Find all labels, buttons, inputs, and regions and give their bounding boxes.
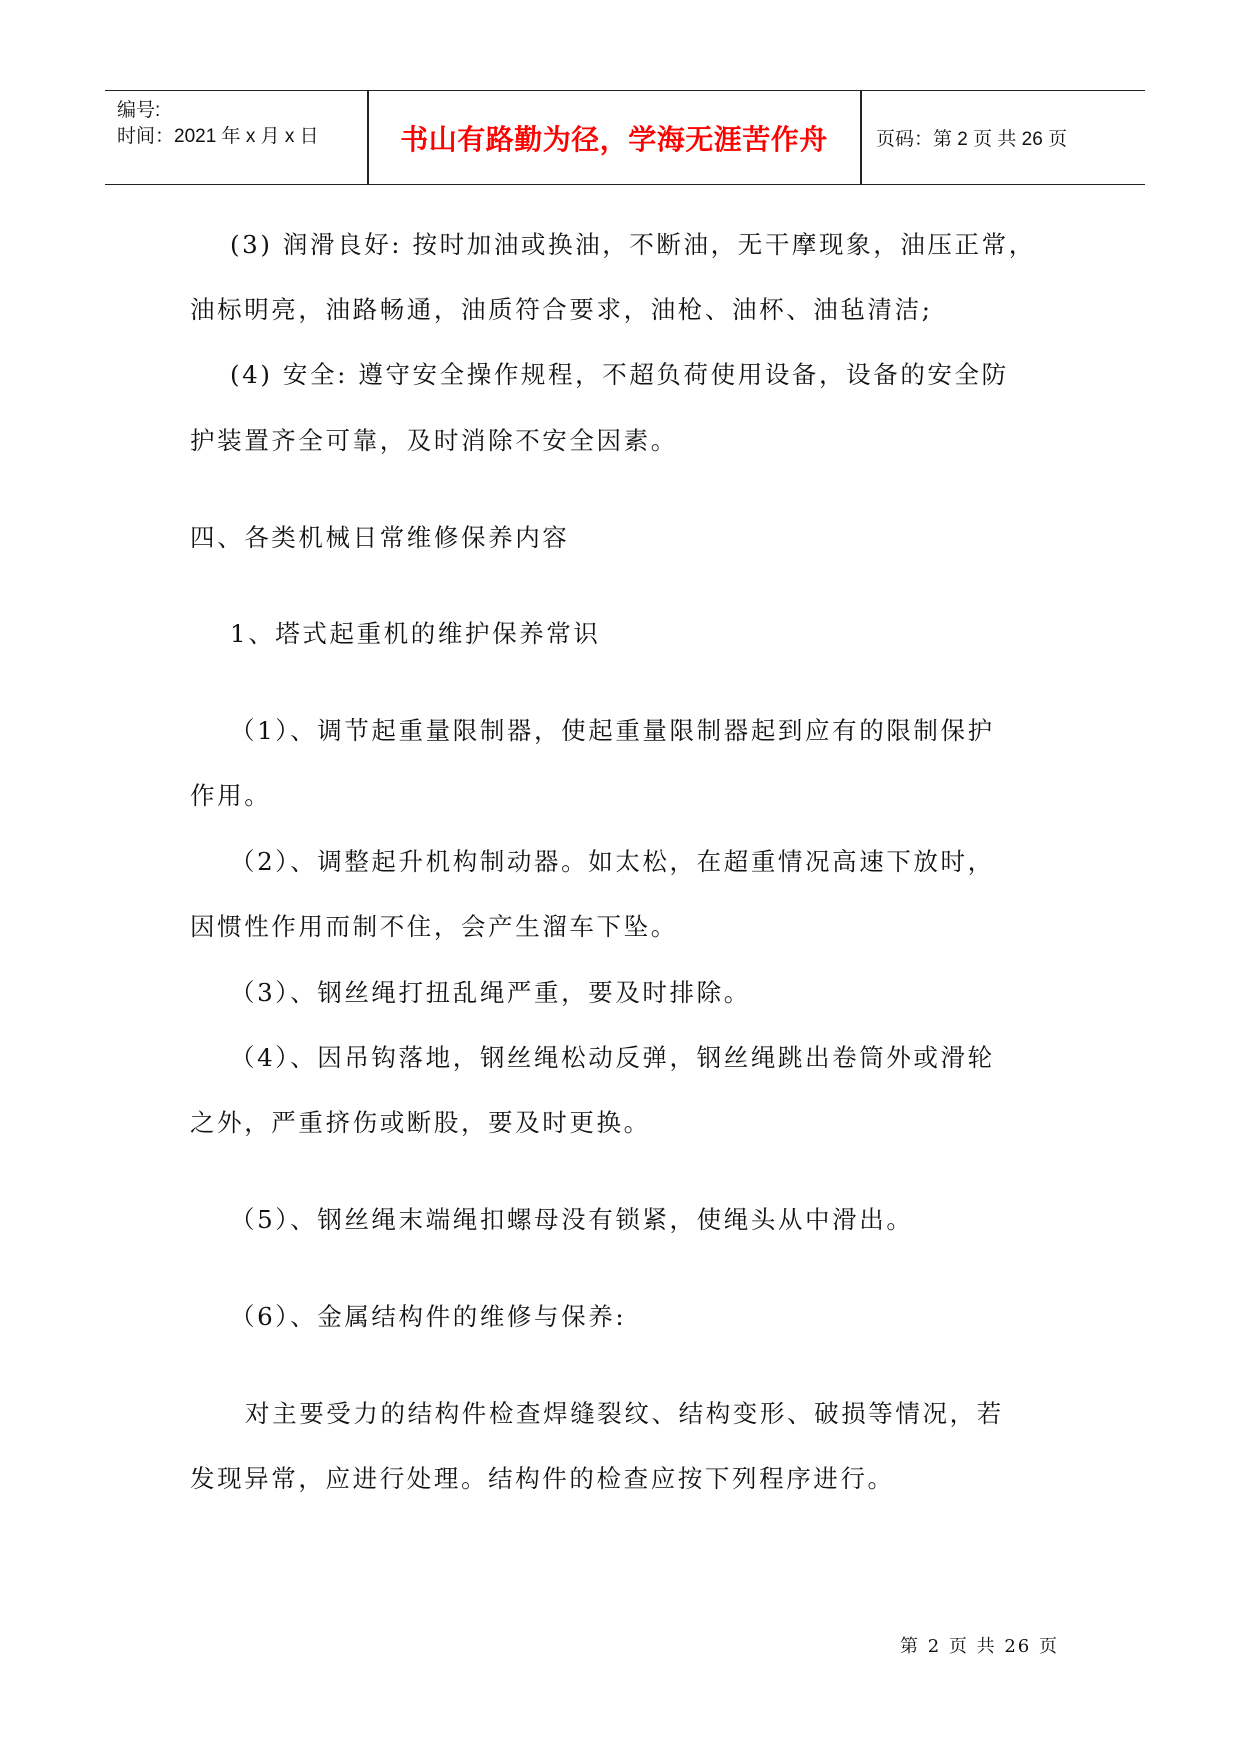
body-line: 护装置齐全可靠，及时消除不安全因素。	[190, 426, 678, 455]
body-line: 作用。	[190, 781, 272, 810]
body-line: （6）、金属结构件的维修与保养:	[230, 1302, 627, 1331]
body-line: 之外，严重挤伤或断股，要及时更换。	[190, 1108, 651, 1137]
body-line: 因惯性作用而制不住，会产生溜车下坠。	[190, 912, 678, 941]
header-meta	[105, 91, 367, 184]
body-line: （5）、钢丝绳末端绳扣螺母没有锁紧，使绳头从中滑出。	[230, 1205, 914, 1234]
body-line: （2）、调整起升机构制动器。如太松，在超重情况高速下放时，	[230, 847, 995, 876]
body-line: 对主要受力的结构件检查焊缝裂纹、结构变形、破损等情况，若	[245, 1399, 1004, 1428]
section-heading: 四、各类机械日常维修保养内容	[190, 523, 570, 552]
page-footer: 第 2 页 共 26 页	[900, 1636, 1059, 1657]
document-time: 时间：2021 年 x 月 x 日	[117, 126, 319, 147]
body-line: 发现异常，应进行处理。结构件的检查应按下列程序进行。	[190, 1464, 895, 1493]
body-line: （1）、调节起重量限制器，使起重量限制器起到应有的限制保护	[230, 716, 995, 745]
header-page-code: 页码：第 2 页 共 26 页	[876, 129, 1068, 150]
subsection-heading: 1、塔式起重机的维护保养常识	[230, 619, 601, 648]
body-line: （3）、钢丝绳打扭乱绳严重，要及时排除。	[230, 978, 751, 1007]
header-motto: 书山有路勤为径，学海无涯苦作舟	[400, 122, 828, 156]
document-number-label: 编号:	[117, 100, 161, 121]
body-line: 油标明亮，油路畅通，油质符合要求，油枪、油杯、油毡清洁;	[190, 295, 933, 324]
body-line: (4) 安全: 遵守安全操作规程，不超负荷使用设备，设备的安全防	[230, 360, 1009, 389]
body-line: (3) 润滑良好: 按时加油或换油，不断油，无干摩现象，油压正常，	[230, 230, 1036, 259]
body-line: （4）、因吊钩落地，钢丝绳松动反弹，钢丝绳跳出卷筒外或滑轮	[230, 1043, 995, 1072]
page-header	[105, 90, 1145, 185]
